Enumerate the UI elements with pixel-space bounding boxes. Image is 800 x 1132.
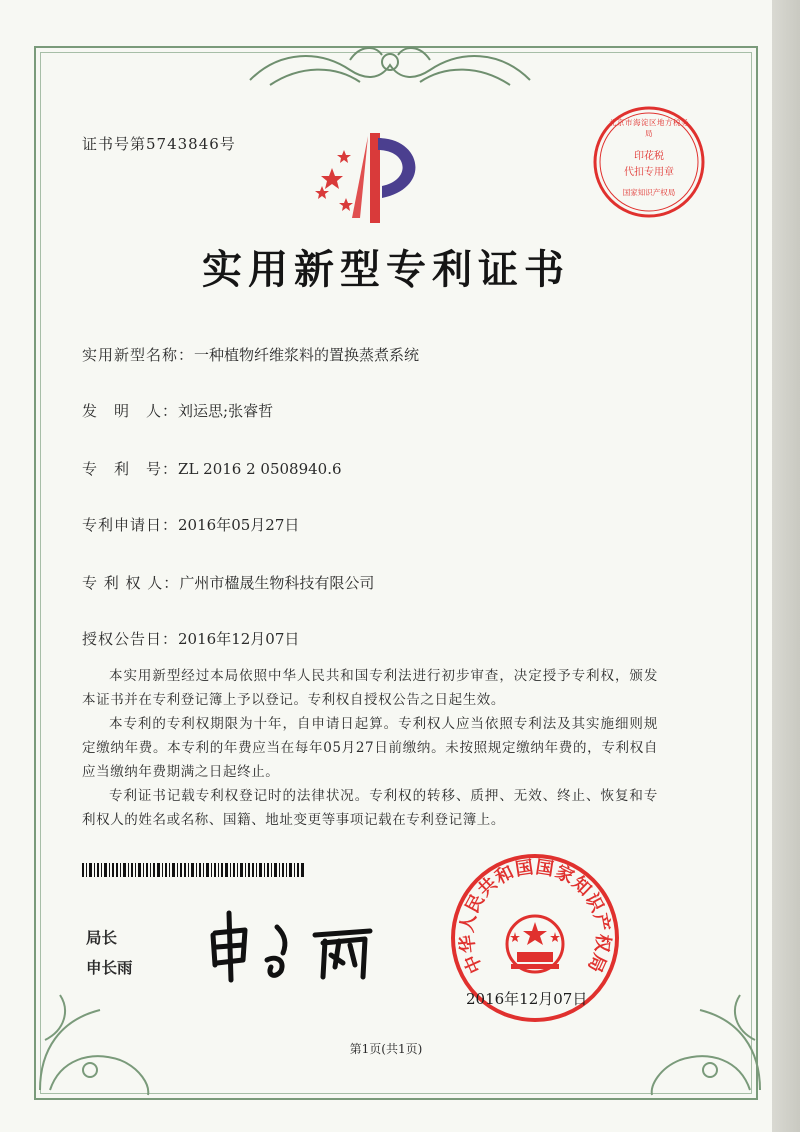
field-value: 广州市楹晟生物科技有限公司 [179, 574, 375, 592]
certificate-body [82, 664, 658, 832]
field-label: 授权公告日： [82, 630, 179, 648]
field-inventor [82, 400, 273, 421]
field-label: 实用新型名称： [82, 346, 195, 364]
field-value: ZL 2016 2 0508940.6 [178, 460, 342, 478]
field-value: 2016年05月27日 [178, 516, 300, 534]
handwritten-signature [205, 905, 380, 985]
page-edge [772, 0, 800, 1132]
field-utility-model-name [82, 344, 419, 365]
barcode [82, 863, 304, 877]
field-patent-number [82, 458, 342, 479]
field-application-date [82, 514, 299, 535]
national-emblem [507, 916, 563, 972]
seal-ring-text: 中华人民共和国国家知识产权局 [456, 856, 614, 977]
field-value: 2016年12月07日 [178, 630, 300, 648]
top-ornament [240, 40, 540, 100]
director-name: 申长雨 [86, 959, 133, 977]
bottom-right-ornament [640, 960, 770, 1100]
body-paragraph: 本实用新型经过本局依照中华人民共和国专利法进行初步审查，决定授予专利权，颁发本证书并在专利登记簿上予以登记。专利权自授权公告之日起生效。 [82, 668, 658, 708]
tax-stamp-bottom-text: 国家知识产权局 [622, 188, 676, 197]
body-paragraph: 专利证书记载专利权登记时的法律状况。专利权的转移、质押、无效、终止、恢复和专利权人的姓名或名称、国籍、地址变更等事项记载在专利登记簿上。 [82, 788, 658, 828]
tax-stamp-line1: 印花税 [634, 151, 664, 162]
field-patentee [82, 572, 374, 593]
patent-office-logo [312, 128, 442, 228]
body-paragraph: 本专利的专利权期限为十年，自申请日起算。专利权人应当依照专利法及其实施细则规定缴纳年费。本专利的年费应当在每年05月27日前缴纳。未按照规定缴纳年费的，专利权自应当缴纳年费期满之日起终止。 [82, 716, 658, 780]
field-label: 发 明 人： [82, 402, 179, 420]
tax-stamp-ring-text: 北京市海淀区地方税务局 [609, 118, 689, 138]
field-value: 刘运思;张睿哲 [178, 402, 274, 420]
field-label: 专利申请日： [82, 516, 179, 534]
field-grant-date [82, 628, 299, 649]
field-label: 专 利 号： [82, 460, 179, 478]
field-label: 专 利 权 人： [82, 574, 180, 592]
issue-date: 2016年12月07日 [466, 990, 588, 1008]
certificate-number: 证书号第5743846号 [82, 135, 236, 153]
certificate-title: 实用新型专利证书 [202, 247, 570, 293]
page-number: 第1页(共1页) [349, 1042, 423, 1056]
director-title: 局长 [86, 929, 118, 947]
field-value: 一种植物纤维浆料的置换蒸煮系统 [194, 346, 420, 364]
tax-stamp-line2: 代扣专用章 [624, 167, 674, 178]
bottom-left-ornament [30, 960, 160, 1100]
